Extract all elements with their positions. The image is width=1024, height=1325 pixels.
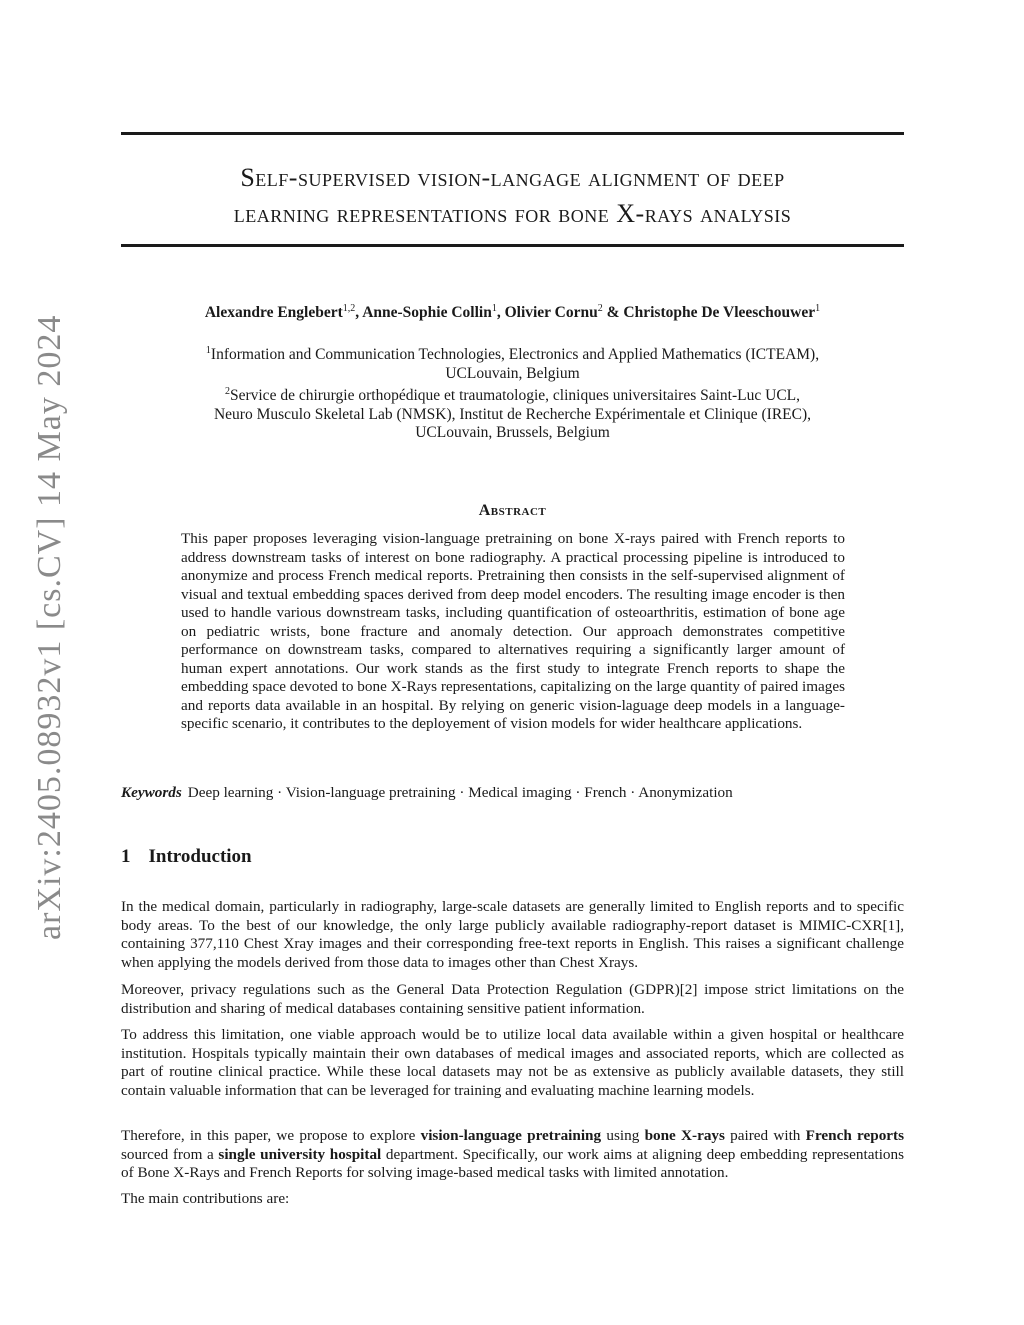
keywords: [121, 784, 904, 802]
paragraph-text: [121, 1127, 904, 1183]
text-run: department. Specifically, our work aims at aligning deep embedding representations of Bone X-Rays and French Reports for solving image-based medical tasks with limited annotation.: [121, 1145, 905, 1181]
affiliation-1-line-2: UCLouvain, Belgium: [445, 364, 580, 382]
bold-term: single university hospital: [218, 1145, 382, 1163]
author-separator: ,: [355, 304, 363, 322]
title-line-1: Self-supervised vision-langage alignment of deep: [240, 163, 785, 192]
title-top-rule: [121, 132, 904, 135]
affiliation-2-line-2: Neuro Musculo Skeletal Lab (NMSK), Institut de Recherche Expérimentale et Clinique (IREC),: [213, 405, 812, 423]
affiliation-mark: 1: [205, 345, 211, 356]
body-paragraph: [121, 1127, 904, 1183]
author-affiliation-mark: 2: [597, 303, 603, 314]
keywords-text: Deep learning · Vision-language pretraining · Medical imaging · French · Anonymization: [187, 784, 733, 801]
section-heading-introduction: [121, 846, 252, 868]
body-paragraph: [121, 898, 904, 972]
keywords-label: Keywords: [121, 784, 182, 801]
author-separator: ,: [496, 304, 505, 322]
affiliation-mark: 2: [224, 386, 230, 398]
title-line-2: learning representations for bone X-rays analysis: [233, 199, 792, 228]
affiliation-2-line-1: Service de chirurgie orthopédique et traumatologie, cliniques universitaires Saint-Luc UCL,: [229, 387, 801, 405]
author-list: [121, 303, 904, 322]
paragraph-text: To address this limitation, one viable approach would be to utilize local data available within a given hospital or healthcare institution. Hospitals typically maintain their own databases of medical images and associated reports, which are collected as part of routine clinical practice. While these local datasets may not be as extensive as publicly available datasets, they still contain valuable information that can be leveraged for training and evaluating machine learning models.: [121, 1026, 904, 1099]
title-bottom-rule: [121, 244, 904, 247]
author-name: Olivier Cornu: [504, 304, 598, 322]
abstract-text: This paper proposes leveraging vision-language pretraining on bone X-rays paired with French reports to address downstream tasks of interest on bone radiography. A practical processing pipeline is introduced to anonymize and process French medical reports. Pretraining then consists in the self-supervised alignment of visual and textual embedding spaces derived from deep model encoders. The resulting image encoder is then used to handle various downstream tasks, including quantification of osteoarthritis, estimation of bone age on pediatric wrists, bone fracture and anomaly detection. Our approach demonstrates competitive performance on downstream tasks, compared to alternatives requiring a significantly larger amount of human expert annotations. Our work stands as the first study to integrate French reports to shape the embedding space devoted to bone X-Rays representations, capitalizing on the large quantity of paired images and reports data available in an hospital. By relying on generic vision-laguage deep models in a language-specific scenario, it contributes to the deployement of vision models for wider healthcare applications.: [181, 530, 845, 732]
affiliation-1-line-1: Information and Communication Technologies, Electronics and Applied Mathematics (ICTEAM),: [210, 346, 820, 364]
text-run: sourced from a: [121, 1145, 219, 1163]
section-number: 1: [121, 846, 131, 867]
section-title: Introduction: [148, 846, 252, 867]
affiliation-2-line-3: UCLouvain, Brussels, Belgium: [415, 424, 610, 442]
body-paragraph: [121, 1190, 904, 1209]
author-affiliation-mark: 1,2: [342, 303, 356, 314]
abstract-heading: Abstract: [478, 502, 547, 519]
paper-title: [121, 160, 904, 232]
bold-term: bone X-rays: [644, 1127, 725, 1144]
affiliations: [121, 342, 904, 443]
author-name: Anne-Sophie Collin: [362, 304, 492, 322]
text-run: paired with: [724, 1127, 806, 1144]
bold-term: French reports: [805, 1127, 905, 1144]
author-affiliation-mark: 1: [815, 303, 821, 314]
arxiv-identifier: arXiv:2405.08932v1 [cs.CV] 14 May 2024: [31, 314, 68, 940]
author-affiliation-mark: 1: [491, 303, 497, 314]
body-paragraph: [121, 1026, 904, 1100]
author-name: Christophe De Vleeschouwer: [623, 304, 816, 322]
body-paragraph: [121, 981, 904, 1018]
author-separator: &: [602, 304, 624, 322]
paragraph-text: In the medical domain, particularly in radiography, large-scale datasets are generally limited to English reports and to specific body areas. To the best of our knowledge, the only large publicly available radiography-report dataset is MIMIC-CXR[1], containing 377,110 Chest Xray images and their corresponding free-text reports in English. This raises a significant challenge when applying the models derived from those data to images other than Chest Xrays.: [121, 898, 904, 971]
paragraph-text: Moreover, privacy regulations such as the General Data Protection Regulation (GDPR)[2] impose strict limitations on the distribution and sharing of medical databases containing sensitive patient information.: [121, 981, 904, 1017]
text-run: using: [601, 1127, 645, 1144]
author-name: Alexandre Englebert: [204, 304, 343, 322]
text-run: Therefore, in this paper, we propose to explore: [121, 1127, 421, 1144]
paragraph-text: The main contributions are:: [121, 1190, 290, 1207]
bold-term: vision-language pretraining: [420, 1127, 602, 1144]
